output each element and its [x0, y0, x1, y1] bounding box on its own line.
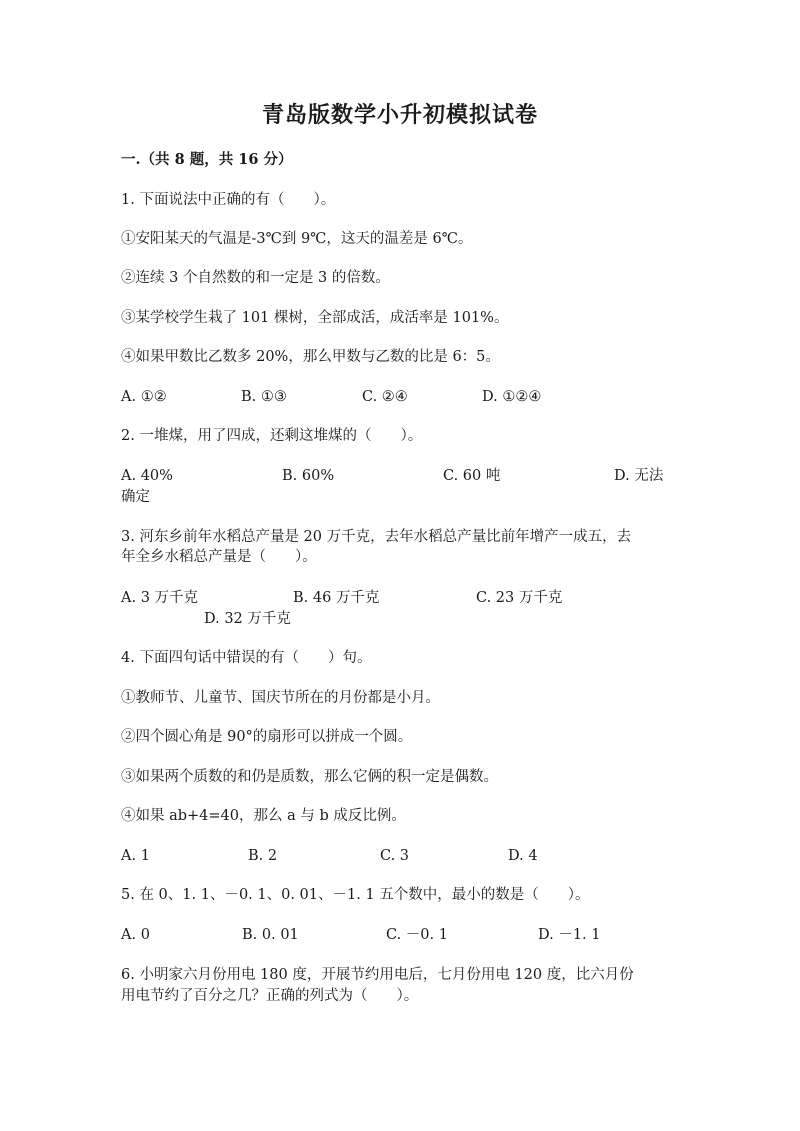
question-2-option-d: D. 无法: [614, 468, 664, 484]
question-2-option-b: B. 60%: [282, 468, 335, 484]
question-2-option-d-continued: 确定: [121, 489, 150, 505]
question-4-option-a: A. 1: [121, 848, 150, 864]
question-5-stem: 5. 在 0、1. 1、－0. 1、0. 01、－1. 1 五个数中，最小的数是（ ）。: [121, 887, 590, 903]
question-3-option-c: C. 23 万千克: [476, 590, 563, 606]
question-3-stem-line-2: 年全乡水稻总产量是（ ）。: [121, 549, 317, 565]
question-6-stem-line-1: 6. 小明家六月份用电 180 度，开展节约用电后，七月份用电 120 度，比六月份: [121, 967, 634, 983]
question-1-statement-4: ④如果甲数比乙数多 20%，那么甲数与乙数的比是 6：5。: [121, 349, 500, 365]
question-4-option-d: D. 4: [508, 848, 538, 864]
question-1-option-b: B. ①③: [241, 389, 287, 405]
question-1-option-a: A. ①②: [121, 389, 167, 405]
question-4-statement-1: ①教师节、儿童节、国庆节所在的月份都是小月。: [121, 690, 440, 706]
question-2-option-c: C. 60 吨: [443, 468, 501, 484]
question-1-option-d: D. ①②④: [482, 389, 542, 405]
question-5-option-b: B. 0. 01: [242, 927, 299, 943]
question-1-statement-2: ②连续 3 个自然数的和一定是 3 的倍数。: [121, 270, 390, 286]
question-6-stem-line-2: 用电节约了百分之几？正确的列式为（ ）。: [121, 988, 419, 1004]
question-2-stem: 2. 一堆煤，用了四成，还剩这堆煤的（ ）。: [121, 428, 423, 444]
page-title: 青岛版数学小升初模拟试卷: [261, 102, 538, 128]
question-2-option-a: A. 40%: [121, 468, 173, 484]
question-3-option-b: B. 46 万千克: [293, 590, 380, 606]
question-1-statement-3: ③某学校学生栽了 101 棵树，全部成活，成活率是 101%。: [121, 310, 509, 326]
question-4-statement-4: ④如果 ab+4=40，那么 a 与 b 成反比例。: [121, 808, 406, 824]
question-3-option-a: A. 3 万千克: [121, 590, 199, 606]
question-1-option-c: C. ②④: [362, 389, 408, 405]
question-4-option-c: C. 3: [380, 848, 410, 864]
question-4-statement-3: ③如果两个质数的和仍是质数，那么它俩的积一定是偶数。: [121, 769, 498, 785]
question-5-option-d: D. －1. 1: [538, 927, 601, 943]
question-5-option-a: A. 0: [121, 927, 150, 943]
question-4-option-b: B. 2: [248, 848, 278, 864]
section-heading: 一.（共 8 题，共 16 分）: [121, 151, 293, 168]
question-4-statement-2: ②四个圆心角是 90°的扇形可以拼成一个圆。: [121, 729, 413, 745]
question-1-stem: 1. 下面说法中正确的有（ ）。: [121, 192, 336, 208]
question-3-option-d: D. 32 万千克: [204, 611, 291, 627]
question-4-stem: 4. 下面四句话中错误的有（ ）句。: [121, 650, 372, 666]
question-1-statement-1: ①安阳某天的气温是-3℃到 9℃，这天的温差是 6℃。: [121, 231, 473, 247]
question-5-option-c: C. －0. 1: [386, 927, 448, 943]
question-3-stem-line-1: 3. 河东乡前年水稻总产量是 20 万千克，去年水稻总产量比前年增产一成五，去: [121, 529, 632, 545]
